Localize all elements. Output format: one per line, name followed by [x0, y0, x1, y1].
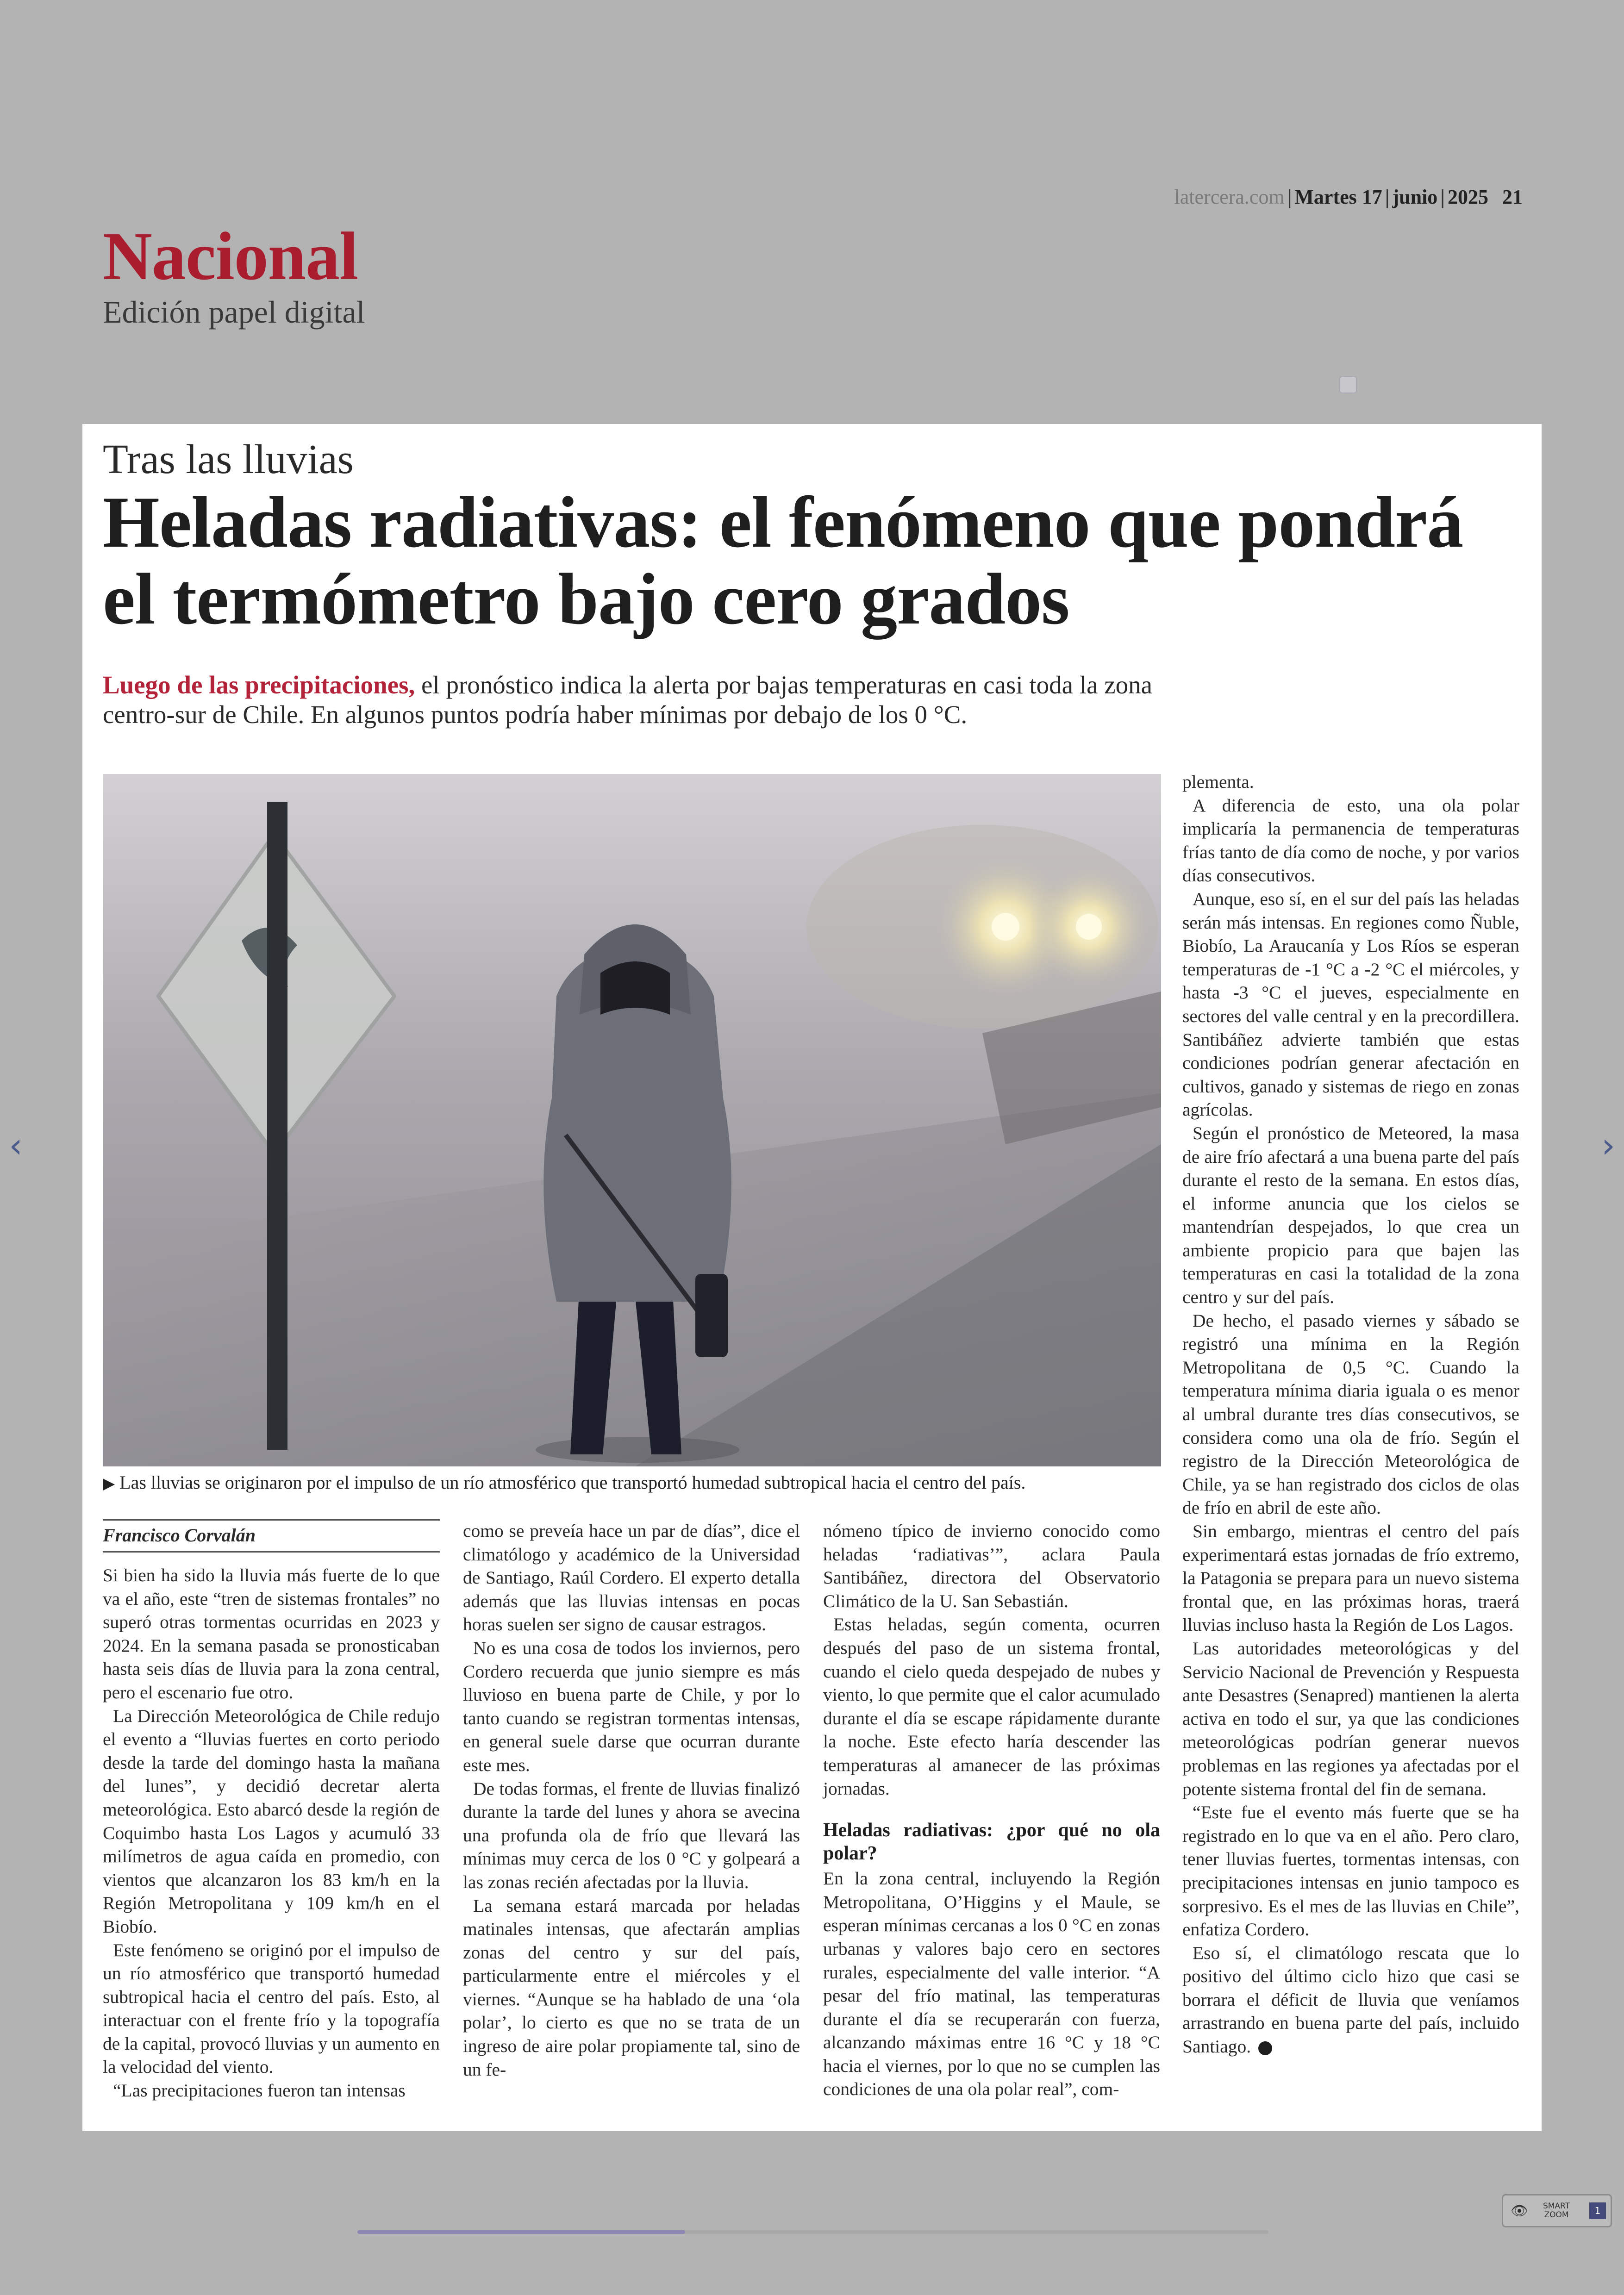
paragraph: nómeno típico de invierno conocido como heladas ‘radiativas’”, aclara Paula Santibáñez, directora del Observatorio Climático de la U. San Sebastián.: [823, 1521, 1160, 1611]
paragraph-final: [1182, 1941, 1519, 2058]
paragraph: plementa.: [1182, 772, 1254, 792]
section-subtitle: Edición papel digital: [103, 294, 365, 330]
smart-zoom-label: SMART ZOOM: [1543, 2201, 1570, 2220]
end-mark-icon: [1258, 2041, 1272, 2055]
section-title: Nacional: [103, 218, 358, 294]
paragraph: De todas formas, el frente de lluvias finalizó durante la tarde del lunes y ahora se avecina una profunda ola de frío que llevará las mínimas muy cerca de los 0 °C y golpeará a las zonas recién afectadas por la lluvia.: [463, 1778, 800, 1892]
page-number: 21: [1502, 186, 1523, 208]
paragraph: La Dirección Meteorológica de Chile redujo el evento a “lluvias fuertes en corto periodo desde la tarde del domingo hasta la mañana del lunes”, y decidió decretar alerta meteorológica. Esto abarcó desde la región de Coquimbo hasta Los Lagos y acumuló 33 milímetros de agua caída en promedio, con vientos que alcanzaron los 83 km/h en la Región Metropolitana y 109 km/h en el Biobío.: [103, 1705, 440, 1937]
article-headline: Heladas radiativas: el fenómeno que pondrá el termómetro bajo cero grados: [103, 482, 1463, 640]
paragraph: “Este fue el evento más fuerte que se ha registrado en lo que va en el año. Pero claro, tener lluvias fuertes, tormentas intensas, con precipitaciones intensas en junio tampoco es sorpresivo. Es el mes de las lluvias en Chile”, enfatiza Cordero.: [1182, 1802, 1519, 1940]
caption-text: Las lluvias se originaron por el impulso de un río atmosférico que transportó humedad subtropical hacia el centro del país.: [119, 1472, 1026, 1493]
paragraph: A diferencia de esto, una ola polar implicaría la permanencia de temperaturas frías tanto de día como de noche, y por varios días consecutivos.: [1182, 795, 1519, 886]
paragraph: No es una cosa de todos los inviernos, pero Cordero recuerda que junio siempre es más lluvioso en buena parte de Chile, y por lo tanto cuando se registran tormentas intensas, en general suele darse que ocurran durante este mes.: [463, 1637, 800, 1775]
previous-page-arrow-icon[interactable]: ‹: [9, 1126, 23, 1166]
byline: Francisco Corvalán: [103, 1519, 440, 1553]
date-weekday: Martes 17: [1294, 186, 1382, 208]
article-page: [82, 424, 1542, 2131]
article-photo[interactable]: [103, 774, 1161, 1466]
page-scroll-track[interactable]: [357, 2230, 1268, 2234]
paragraph: Estas heladas, según comenta, ocurren después del paso de un sistema frontal, cuando el cielo queda despejado de nubes y viento, lo que permite que el calor acumulado durante el día se escape rápidamente durante la noche. Este efecto haría descender las temperaturas al amanecer de las próximas jornadas.: [823, 1614, 1160, 1799]
article-dek: [103, 670, 1168, 730]
date-month: junio: [1392, 186, 1438, 208]
photo-caption: [103, 1471, 1163, 1496]
page-scroll-thumb[interactable]: [357, 2230, 685, 2234]
article-column-2: [463, 1519, 800, 2081]
article-column-1: [103, 1519, 440, 2102]
masthead: latercera.com | Martes 17 | junio | 2025 21: [1174, 186, 1523, 208]
caption-arrow-icon: ▶: [103, 1475, 115, 1492]
paragraph: De hecho, el pasado viernes y sábado se registró una mínima en la Región Metropolitana de 0,5 °C. Cuando la temperatura mínima diaria iguala o es menor al umbral durante tres días consecutivos, se considera como una ola de frío. Según el registro de la Dirección Meteorológica de Chile, ya se han registrado dos ciclos de olas de frío en abril de este año.: [1182, 1310, 1519, 1518]
paragraph: En la zona central, incluyendo la Región Metropolitana, O’Higgins y el Maule, se esperan mínimas cercanas a los 0 °C en zonas urbanas y valores bajo cero en sectores rurales, especialmente del valle interior. “A pesar del frío matinal, las temperaturas durante el día se recuperarán con fuerza, alcanzando máximas entre 16 °C y 18 °C hacia el viernes, por lo que no se cumplen las condiciones de una ola polar real”, com-: [823, 1868, 1160, 2100]
dek-lead: Luego de las precipitaciones,: [103, 671, 415, 699]
paragraph: La semana estará marcada por heladas matinales intensas, que afectarán amplias zonas del centro y sur del país, particularmente entre el miércoles y el viernes. “Aunque se ha hablado de una ‘ola polar’, lo cierto es que no se trata de un ingreso de aire polar propiamente tal, sino de un fe-: [463, 1895, 800, 2080]
article-column-4: [1182, 770, 1519, 2058]
article-subhead: Heladas radiativas: ¿por qué no ola polar?: [823, 1820, 1160, 1865]
paragraph: Sin embargo, mientras el centro del país experimentará estas jornadas de frío extremo, la Patagonia se prepara para un nuevo sistema frontal que, en las próximas horas, traerá lluvias incluso hasta la Región de Los Lagos.: [1182, 1521, 1519, 1635]
zoom-page-badge: 1: [1589, 2202, 1606, 2219]
eye-icon: 👁: [1510, 2202, 1529, 2219]
site-name: latercera.com: [1174, 186, 1285, 208]
paragraph: como se preveía hace un par de días”, dice el climatólogo y académico de la Universidad de Santiago, Raúl Cordero. El experto detalla además que las lluvias intensas en pocas horas suelen ser signo de causar estragos.: [463, 1521, 800, 1635]
next-page-arrow-icon[interactable]: ›: [1601, 1126, 1615, 1166]
date-year: 2025: [1448, 186, 1488, 208]
smart-zoom-button[interactable]: [1502, 2194, 1612, 2227]
article-column-3: [823, 1519, 1160, 2101]
article-kicker: Tras las lluvias: [103, 437, 354, 482]
paragraph: Este fenómeno se originó por el impulso de un río atmosférico que transportó humedad subtropical hacia el centro del país. Esto, al interactuar con el frente frío y la topografía de la capital, provocó lluvias y un aumento en la velocidad del viento.: [103, 1940, 440, 2077]
photo-woman-walking-in-fog: [103, 774, 1161, 1466]
paragraph: “Las precipitaciones fueron tan intensas: [113, 2080, 406, 2101]
paragraph-text: Eso sí, el climatólogo rescata que lo positivo del último ciclo hizo que casi se borrara el déficit de lluvia que veníamos arrastrando en buena parte del país, incluido Santiago.: [1182, 1942, 1519, 2057]
paragraph: Según el pronóstico de Meteored, la masa de aire frío afectará a una buena parte del país durante el resto de la semana. En estos días, el informe anuncia que los cielos se mantendrían despejados, lo que crea un ambiente propicio para que bajen las temperaturas en casi la totalidad de la zona centro y sur del país.: [1182, 1123, 1519, 1308]
dek-text: el pronóstico indica la alerta por bajas temperaturas en casi toda la zona centro-sur de Chile. En algunos puntos podría haber mínimas por debajo de los 0 °C.: [103, 671, 1153, 729]
paragraph: Si bien ha sido la lluvia más fuerte de lo que va el año, este “tren de sistemas frontales” no superó otras tormentas ocurridas en 2023 y 2024. En la semana pasada se pronosticaban hasta seis días de lluvia para la zona central, pero el escenario fue otro.: [103, 1565, 440, 1703]
paragraph: Aunque, eso sí, en el sur del país las heladas serán más intensas. En regiones como Ñuble, Biobío, La Araucanía y Los Ríos se esperan temperaturas de -1 °C a -2 °C el miércoles, y hasta -3 °C el jueves, especialmente en sectores del valle central y en la precordillera. Santibáñez advierte también que estas condiciones podrían generar afectación en cultivos, ganado y sistemas de riego en zonas agrícolas.: [1182, 888, 1519, 1120]
page-marker-icon[interactable]: [1339, 376, 1357, 393]
paragraph: Las autoridades meteorológicas y del Servicio Nacional de Prevención y Respuesta ante Desastres (Senapred) mantienen la alerta activa en todo el sur, ya que las condiciones meteorológicas podrían generar nuevos problemas en las regiones ya afectadas por el potente sistema frontal del fin de semana.: [1182, 1638, 1519, 1799]
